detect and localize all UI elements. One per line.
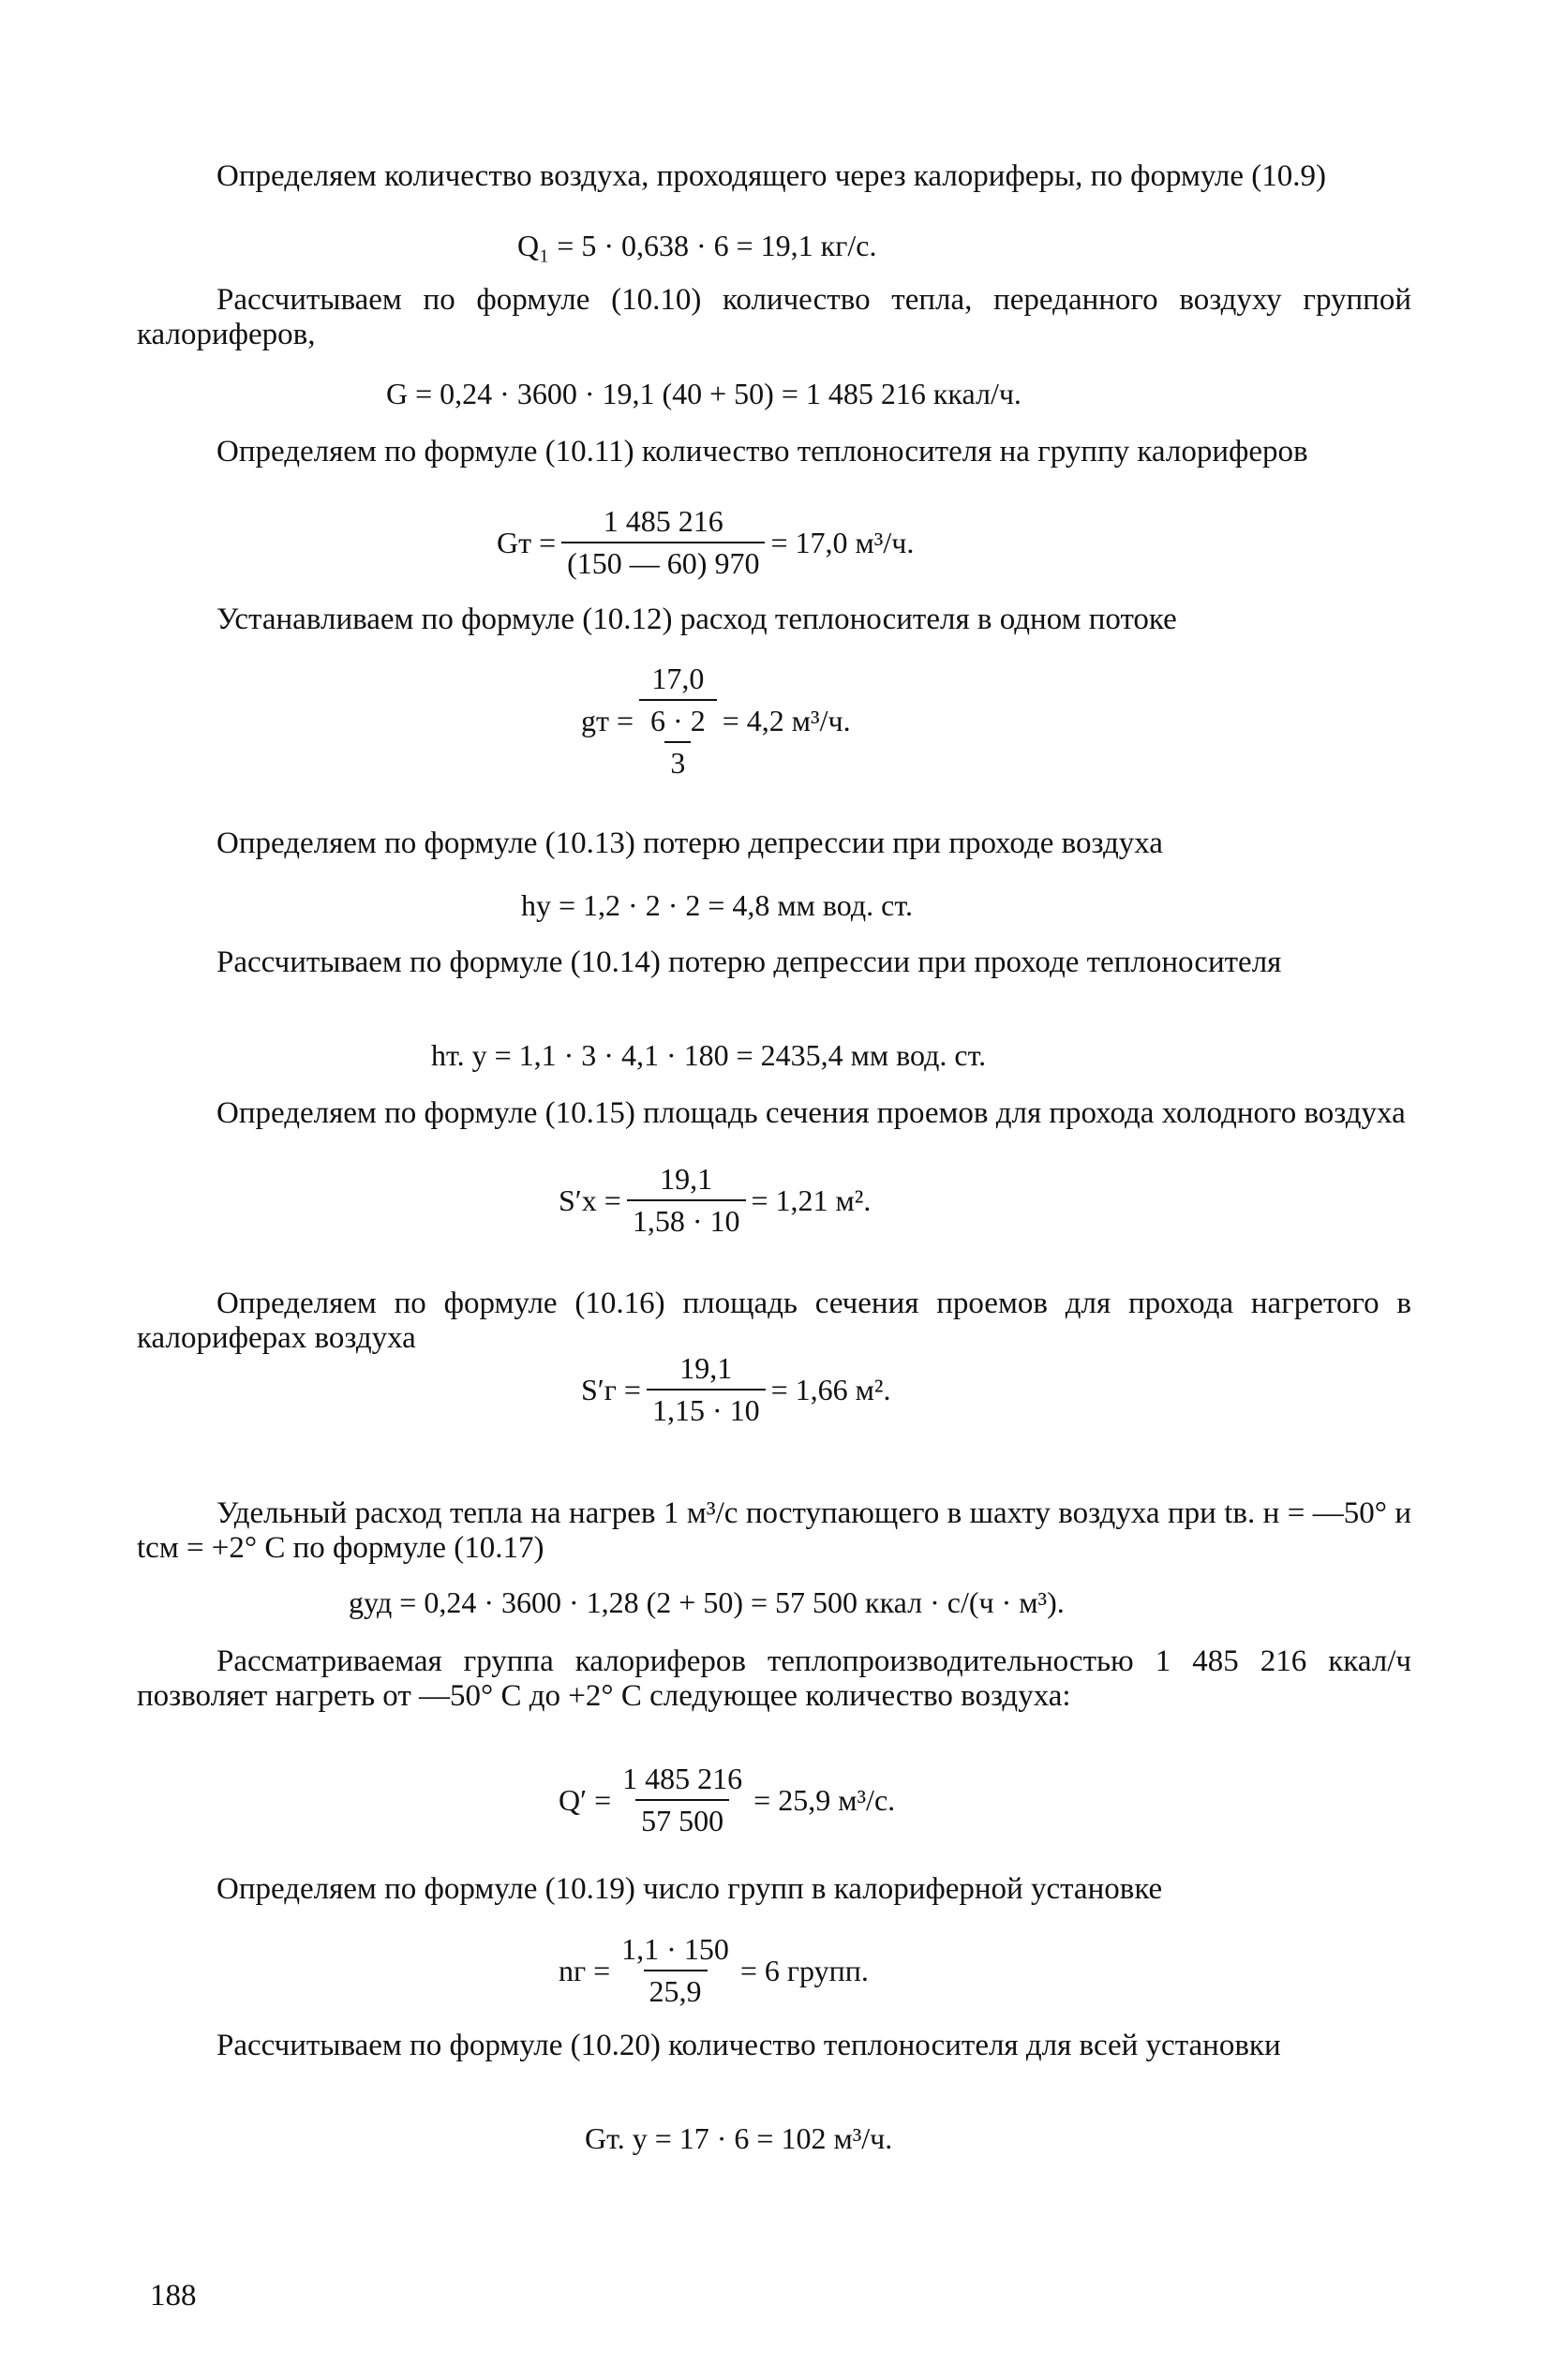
paragraph-4: Устанавливаем по формуле (10.12) расход теплоносителя в одном потоке [216,602,1177,636]
equation-specific-heat: gуд = 0,24 · 3600 · 1,28 (2 + 50) = 57 500 ккал · с/(ч · м³). [349,1585,1065,1619]
eq8-lhs: S′г = [581,1372,641,1406]
eq10-numerator: 1 485 216 [622,1762,743,1795]
eq3-denominator: (150 — 60) 970 [561,542,765,581]
eq8-denominator: 1,15 · 10 [647,1389,766,1428]
paragraph-5: Определяем по формуле (10.13) потерю депрессии при проходе воздуха [216,826,1163,860]
eq11-rhs: = 6 групп. [739,1953,869,1987]
equation-cold-air-area [559,1162,871,1239]
eq3-fraction [561,504,765,581]
eq4-lhs: gт = [581,704,634,737]
eq7-fraction [627,1162,746,1239]
paragraph-2: Рассчитываем по формуле (10.10) количество тепла, переданного воздуху группой калориферов, [137,283,1411,351]
eq4-denominator [639,699,717,781]
equation-depression-coolant: hт. у = 1,1 · 3 · 4,1 · 180 = 2435,4 мм вод. ст. [431,1038,987,1072]
eq3-rhs: = 17,0 м³/ч. [770,525,915,559]
eq8-fraction [647,1351,766,1428]
equation-group-count [559,1932,869,2009]
paragraph-9: Удельный расход тепла на нагрев 1 м³/с поступающего в шахту воздуха при tв. н = —50° и tсм = +2° С по формуле (10.17) [137,1496,1411,1565]
eq7-rhs: = 1,21 м². [751,1183,872,1217]
eq11-lhs: nг = [559,1953,611,1987]
equation-air-quantity: Q₁ = 5 · 0,638 · 6 = 19,1 кг/с. [517,229,877,262]
equation-heated-air-area [581,1351,891,1428]
eq3-lhs: Gт = [497,525,557,559]
equation-heat-quantity: G = 0,24 · 3600 · 19,1 (40 + 50) = 1 485 216 ккал/ч. [386,377,1022,410]
equation-total-coolant: Gт. у = 17 · 6 = 102 м³/ч. [585,2121,893,2155]
eq11-denominator: 25,9 [644,1970,708,2009]
paragraph-7: Определяем по формуле (10.15) площадь сечения проемов для прохода холодного воздуха [216,1096,1406,1130]
eq4-numerator: 17,0 [651,662,705,695]
eq10-rhs: = 25,9 м³/с. [753,1782,896,1817]
paragraph-10: Рассматриваемая группа калориферов теплопроизводительностью 1 485 216 ккал/ч позволяет нагреть от —50° С до +2° С следующее количество воздуха: [137,1644,1411,1713]
equation-depression-air: hу = 1,2 · 2 · 2 = 4,8 мм вод. ст. [521,888,913,922]
eq4-rhs: = 4,2 м³/ч. [722,704,851,737]
equation-coolant-group [497,504,914,581]
eq8-rhs: = 1,66 м². [770,1372,891,1406]
eq10-fraction [617,1762,748,1838]
eq11-numerator: 1,1 · 150 [621,1932,729,1966]
paragraph-12: Рассчитываем по формуле (10.20) количество теплоносителя для всей установки [216,2029,1281,2062]
eq4-inner-numerator: 6 · 2 [650,704,706,737]
equation-air-heated [559,1762,895,1838]
paragraph-8: Определяем по формуле (10.16) площадь сечения проемов для прохода нагретого в калориферах воздуха [137,1287,1411,1355]
eq4-inner-fraction [645,704,711,781]
paragraph-3: Определяем по формуле (10.11) количество теплоносителя на группу калориферов [216,435,1308,469]
eq10-denominator: 57 500 [635,1799,729,1838]
page-number: 188 [150,2279,197,2313]
eq7-lhs: S′х = [559,1183,621,1217]
eq8-numerator: 19,1 [679,1351,733,1385]
equation-coolant-flow [581,662,851,781]
paragraph-1: Определяем количество воздуха, проходящего через калориферы, по формуле (10.9) [216,159,1326,193]
eq7-numerator: 19,1 [660,1162,713,1196]
eq4-inner-denominator: 3 [664,741,691,781]
eq11-fraction [616,1932,735,2009]
eq4-fraction [639,662,717,781]
eq7-denominator: 1,58 · 10 [627,1199,746,1239]
paragraph-6: Рассчитываем по формуле (10.14) потерю депрессии при проходе теплоносителя [216,945,1282,979]
eq3-numerator: 1 485 216 [603,504,723,538]
paragraph-11: Определяем по формуле (10.19) число групп в калориферной установке [216,1872,1163,1906]
eq10-lhs: Q′ = [559,1782,612,1817]
